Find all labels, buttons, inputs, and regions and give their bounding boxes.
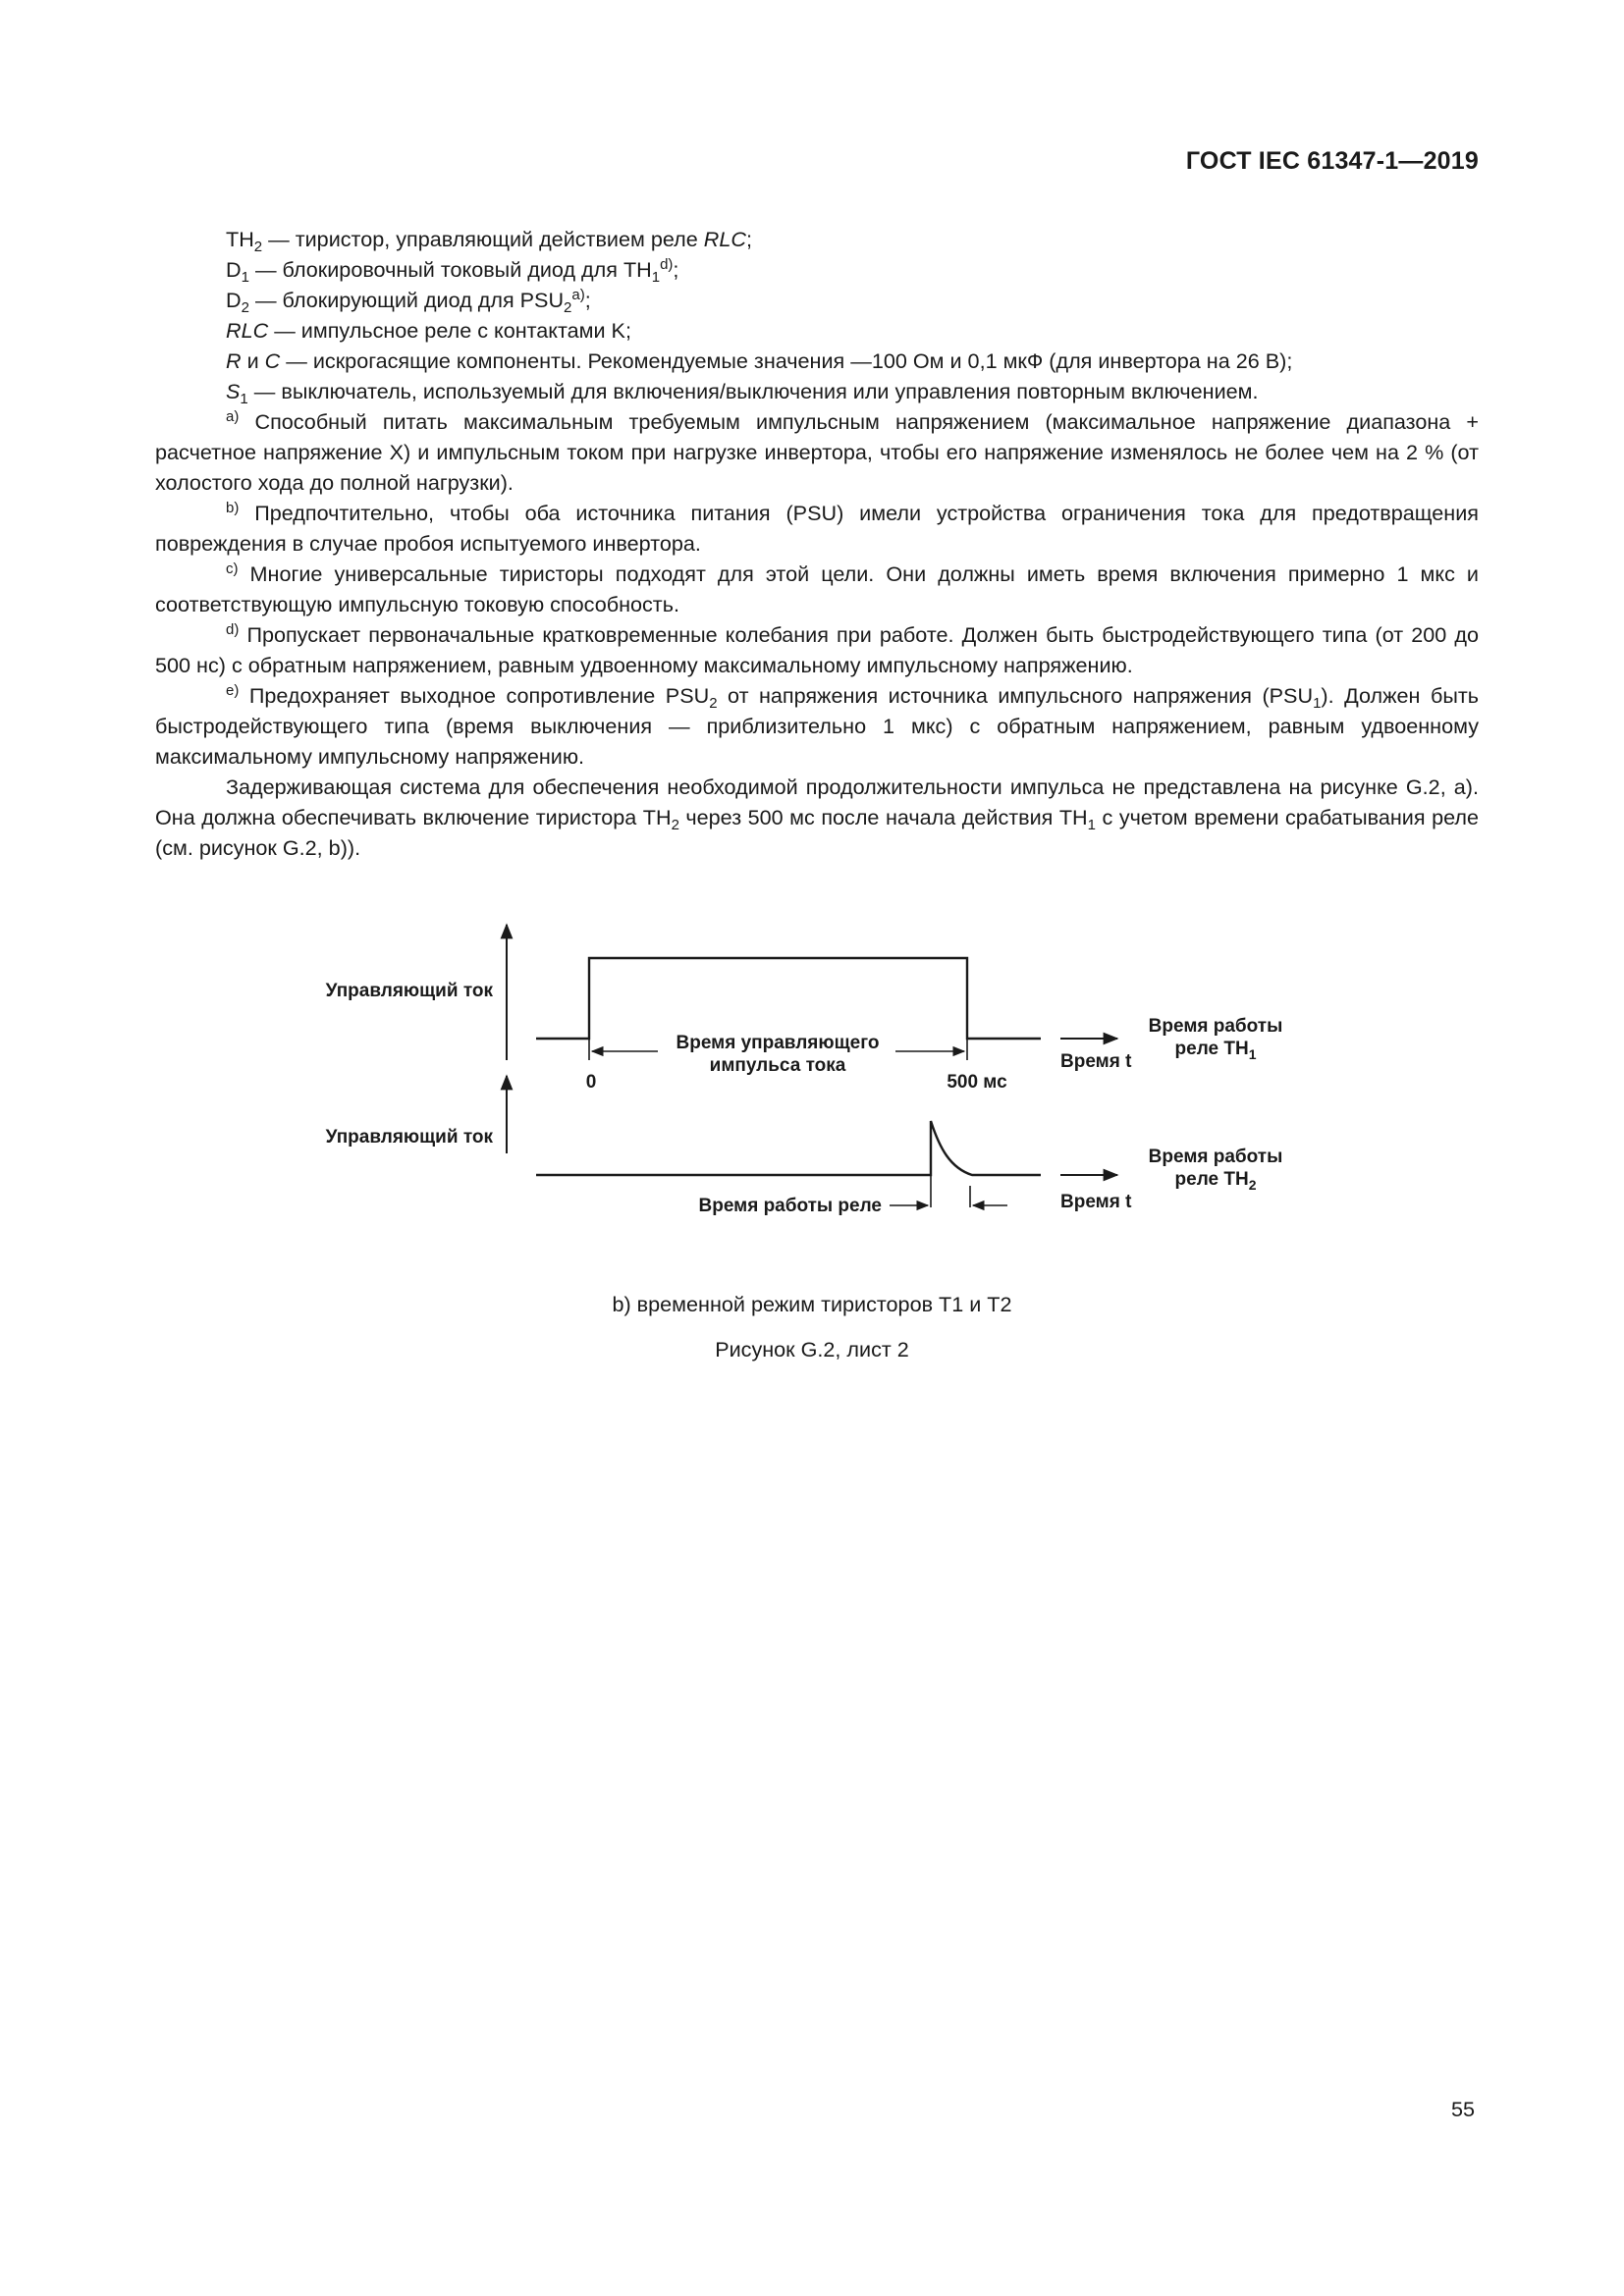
top-relay-title-1: Время работы: [1148, 1016, 1283, 1037]
footnote-e: $^{e)}$ Предохраняет выходное сопротивление $PSU_2$ от напряжения источника импульсного напряжения $(PSU_1)$. Должен быть быстродействующего типа (время выключения — приблизительно 1 мкс) с обратным напряжением, равным удвоенному максимальному импульсному напряжению.: [155, 682, 1479, 769]
legend-s1: $S_1$ — выключатель, используемый для включения/выключения или управления повторным включением.: [226, 379, 1259, 407]
top-time-label: Время t: [1060, 1051, 1132, 1072]
figure-subcaption: b) временной режим тиристоров T1 и T2: [612, 1292, 1012, 1316]
footnote-d: $^{d)}$ Пропускает первоначальные кратковременные колебания при работе. Должен быть быстродействующего типа (от 200 до 500 нс) с обратным напряжением, равным удвоенному максимальному импульсному напряжению.: [155, 621, 1479, 677]
top-y-label: Управляющий ток: [325, 981, 493, 1001]
top-span-label-2: импульса тока: [709, 1055, 846, 1076]
top-pulse-waveform: [536, 958, 1041, 1039]
page-content: [155, 224, 1479, 863]
footnote-c: $^{c)}$ Многие универсальные тиристоры подходят для этой цели. Они должны иметь время включения примерно 1 мкс и соответствующую импульсную токовую способность.: [155, 561, 1479, 616]
legend-d1: $D_1$ — блокировочный токовый диод для $TH_1^{d)}$;: [226, 256, 679, 286]
bottom-time-label: Время t: [1060, 1192, 1132, 1212]
footnote-b: $^{b)}$ Предпочтительно, чтобы оба источника питания (PSU) имели устройства ограничения тока для предотвращения повреждения в случае пробоя испытуемого инвертора.: [155, 500, 1479, 556]
bottom-relay-title-2: реле $TH_2$: [1174, 1169, 1257, 1193]
figure-caption: Рисунок G.2, лист 2: [715, 1337, 909, 1362]
legend-th2: $TH_2$ — тиристор, управляющий действием реле RLC;: [226, 227, 752, 255]
top-tick-zero: 0: [585, 1072, 597, 1093]
footnote-a: $^{a)}$ Способный питать максимальным требуемым импульсным напряжением (максимальное напряжение диапазона + расчетное напряжение X) и импульсным током при нагрузке инвертора, чтобы его напряжение изменялось не более чем на 2 % (от холостого хода до полной нагрузки).: [155, 408, 1479, 495]
timing-diagram: [295, 913, 1326, 1247]
top-relay-title-2: реле $TH_1$: [1174, 1039, 1257, 1062]
document-header: ГОСТ IEC 61347-1—2019: [1185, 147, 1479, 175]
bottom-relay-title-1: Время работы: [1148, 1147, 1283, 1167]
top-span-label-1: Время управляющего: [676, 1033, 880, 1053]
page-number: 55: [1450, 2097, 1475, 2121]
legend-d2: $D_2$ — блокирующий диод для $PSU_2^{a)}$;: [226, 287, 591, 316]
bottom-relay-label: Время работы реле: [698, 1196, 882, 1216]
body-paragraph: Задерживающая система для обеспечения необходимой продолжительности импульса не представлена на рисунке G.2, a). Она должна обеспечивать включение тиристора $TH_2$ через 500 мс после начала действия $TH_1$ с учетом времени срабатывания реле (см. рисунок G.2, b)).: [155, 774, 1479, 860]
legend-rc: R и C — искрогасящие компоненты. Рекомендуемые значения —100 Ом и 0,1 мкФ (для инвертора на 26 В);: [226, 348, 1293, 373]
bottom-y-label: Управляющий ток: [325, 1127, 493, 1148]
top-tick-500: 500 мс: [947, 1072, 1007, 1093]
timing-diagram-svg: [295, 913, 1326, 1247]
legend-rlc: RLC — импульсное реле с контактами K;: [226, 318, 631, 343]
bottom-pulse-waveform: [536, 1121, 1041, 1175]
legend-list: [155, 224, 1479, 406]
